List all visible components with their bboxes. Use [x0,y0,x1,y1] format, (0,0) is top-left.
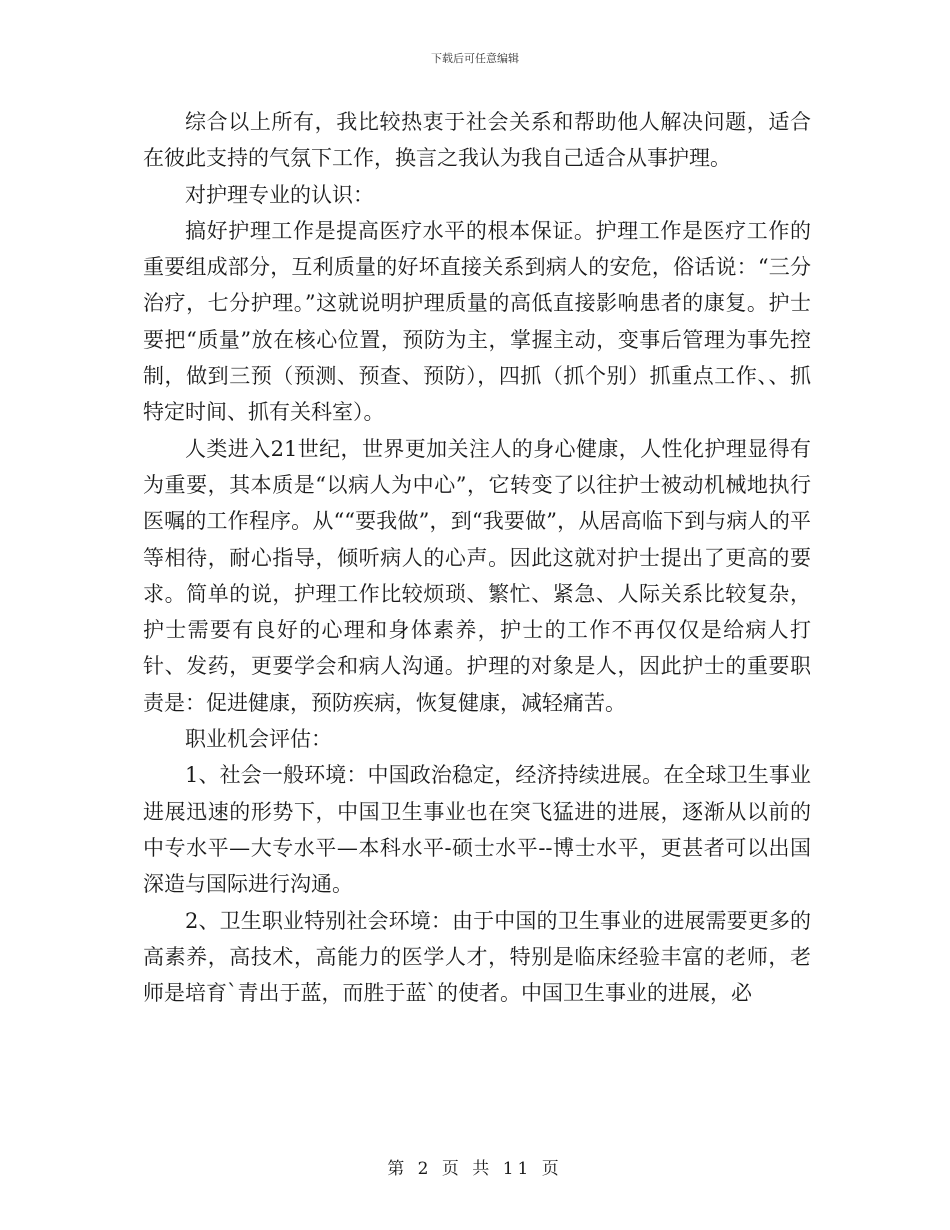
paragraph-nursing-quality: 搞好护理工作是提高医疗水平的根本保证。护理工作是医疗工作的重要组成部分，互利质量的好坏直接关系到病人的安危，俗话说：“三分治疗，七分护理。”这就说明护理质量的高低直接影响患者的康复。护士要把“质量”放在核心位置，预防为主，掌握主动，变事后管理为事先控制，做到三预（预测、预查、预防），四抓（抓个别）抓重点工作、、抓特定时间、抓有关科室）。 [143,218,811,425]
page-header-note: 下载后可任意编辑 [431,52,519,65]
section-heading-career-opportunity: 职业机会评估： [185,727,332,752]
document-body [143,104,811,1011]
paragraph-health-environment: 2、卫生职业特别社会环境：由于中国的卫生事业的进展需要更多的高素养，高技术，高能力的医学人才，特别是临床经验丰富的老师，老师是培育`青出于蓝，而胜于蓝`的使者。中国卫生事业的进展，必 [143,908,811,1006]
paragraph-humanized-nursing: 人类进入21世纪，世界更加关注人的身心健康，人性化护理显得有为重要，其本质是“以病人为中心”，它转变了以往护士被动机械地执行医嘱的工作程序。从““要我做”，到“我要做”，从居高临下到与病人的平等相待，耐心指导，倾听病人的心声。因此这就对护士提出了更高的要求。简单的说，护理工作比较烦琐、繁忙、紧急、人际关系比较复杂，护士需要有良好的心理和身体素养，护士的工作不再仅仅是给病人打针、发药，更要学会和病人沟通。护理的对象是人，因此护士的重要职责是：促进健康，预防疾病，恢复健康，减轻痛苦。 [143,436,811,715]
paragraph-summary: 综合以上所有，我比较热衷于社会关系和帮助他人解决问题，适合在彼此支持的气氛下工作，换言之我认为我自己适合从事护理。 [143,110,811,171]
page-number: 第 2 页 共 11 页 [387,1159,563,1179]
section-heading-nursing-understanding: 对护理专业的认识： [185,182,374,207]
paragraph-general-environment: 1、社会一般环境：中国政治稳定，经济持续进展。在全球卫生事业进展迅速的形势下，中国卫生事业也在突飞猛进的进展，逐渐从以前的中专水平—大专水平—本科水平-硕士水平--博士水平，更甚者可以出国深造与国际进行沟通。 [143,763,811,897]
